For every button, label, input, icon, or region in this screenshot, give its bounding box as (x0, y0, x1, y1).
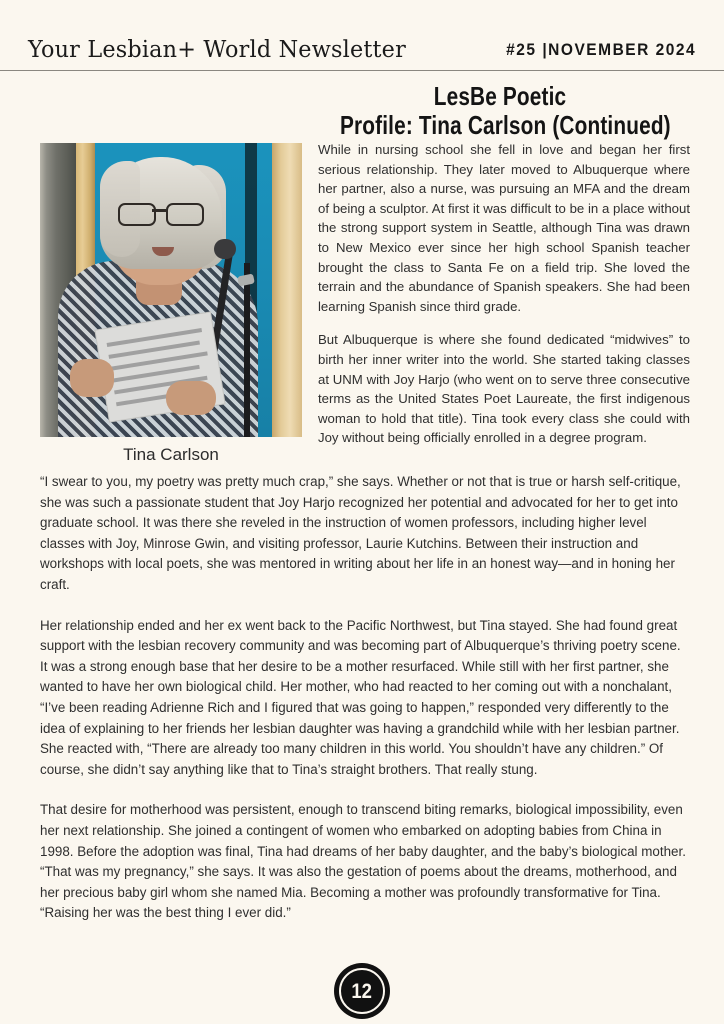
headline-article-title: Profile: Tina Carlson (Continued) (340, 110, 671, 140)
body-paragraph-2: Her relationship ended and her ex went back to the Pacific Northwest, but Tina stayed. She had found great support with the lesbian recovery community and was becoming part of Albuquerque’s thriving poetry scene. It was a strong enough base that her desire to be a mother resurfaced. While still with her first partner, she wanted to have her own biological child. Her mother, who had reacted to her coming out with a nonchalant, “I’ve been reading Adrienne Rich and I figured that was going to happen,” responded very differently to the idea of explaining to her friends her lesbian daughter was having a grandchild while with her lesbian partner. She reacted with, “There are already too many children in this world. You shouldn’t have any children.” Of course, she didn’t say anything like that to Tina’s straight brothers. That really stung. (40, 617, 681, 777)
page-number-ring (339, 968, 385, 1014)
headline-series-title: LesBe Poetic (433, 81, 567, 111)
page-number-badge (334, 963, 390, 1019)
photo-subject-glasses (118, 203, 204, 222)
article-body (40, 472, 688, 944)
intro-column (318, 140, 690, 462)
newsletter-title: Your Lesbian+ World Newsletter (28, 36, 406, 63)
article-headline (300, 82, 700, 140)
photo-glasses-bridge (152, 209, 166, 212)
masthead-divider (0, 70, 724, 71)
photo-microphone-head (214, 239, 236, 259)
issue-date-label: #25 |NOVEMBER 2024 (505, 40, 696, 59)
figure-caption: Tina Carlson (123, 445, 219, 464)
column-paragraph-1: While in nursing school she fell in love and began her first serious relationship. They later moved to Albuquerque where her partner, also a nurse, was pursuing an MFA and the dream of being a sculptor. At first it was difficult to be in a place without the strong support system in Seattle, although Tina was drawn to New Mexico ever since her high school Spanish teacher brought the class to Santa Fe on a field trip. She loved the terrain and the abundance of Spanish speakers. She had been learning Spanish since third grade. (318, 142, 690, 314)
page-number-value: 12 (351, 979, 373, 1003)
body-paragraph-1: “I swear to you, my poetry was pretty much crap,” she says. Whether or not that is true or harsh self-critique, she was such a passionate student that Joy Harjo recognized her potential and advocated for her to get into graduate school. It was there she reveled in the instruction of women professors, including higher level classes with Joy, Minrose Gwin, and visiting professor, Laurie Kutchins. Between their instruction and workshops with local poets, she was mentored in writing about her life in an honest way—and in honing her craft. (40, 474, 681, 592)
body-paragraph-3: That desire for motherhood was persistent, enough to transcend biting remarks, biological impossibility, even her next relationship. She joined a contingent of women who embarked on adopting babies from China in 1998. Before the adoption was final, Tina had dreams of her baby daughter, and the baby’s biological mother. “That was my pregnancy,” she says. It was also the gestation of poems about the dreams, motherhood, and her precious baby girl whom she named Mia. Becoming a mother was profoundly transformative for Tina. “Raising her was the best thing I ever did.” (40, 802, 686, 921)
photo-wood-trim-right (272, 143, 302, 437)
photo-microphone-stand (244, 263, 250, 437)
masthead (0, 28, 724, 72)
tina-carlson-photo (40, 143, 302, 437)
photo-subject-hand-right (166, 381, 216, 415)
article-figure (40, 143, 302, 465)
photo-subject-hand-left (70, 359, 114, 397)
column-paragraph-2: But Albuquerque is where she found dedicated “midwives” to birth her inner writer into the world. She started taking classes at UNM with Joy Harjo (who went on to serve three consecutive terms as the United States Poet Laureate, the first indigenous woman to hold that title). Tina took every class she could with Joy without being officially enrolled in a degree program. (318, 332, 690, 446)
